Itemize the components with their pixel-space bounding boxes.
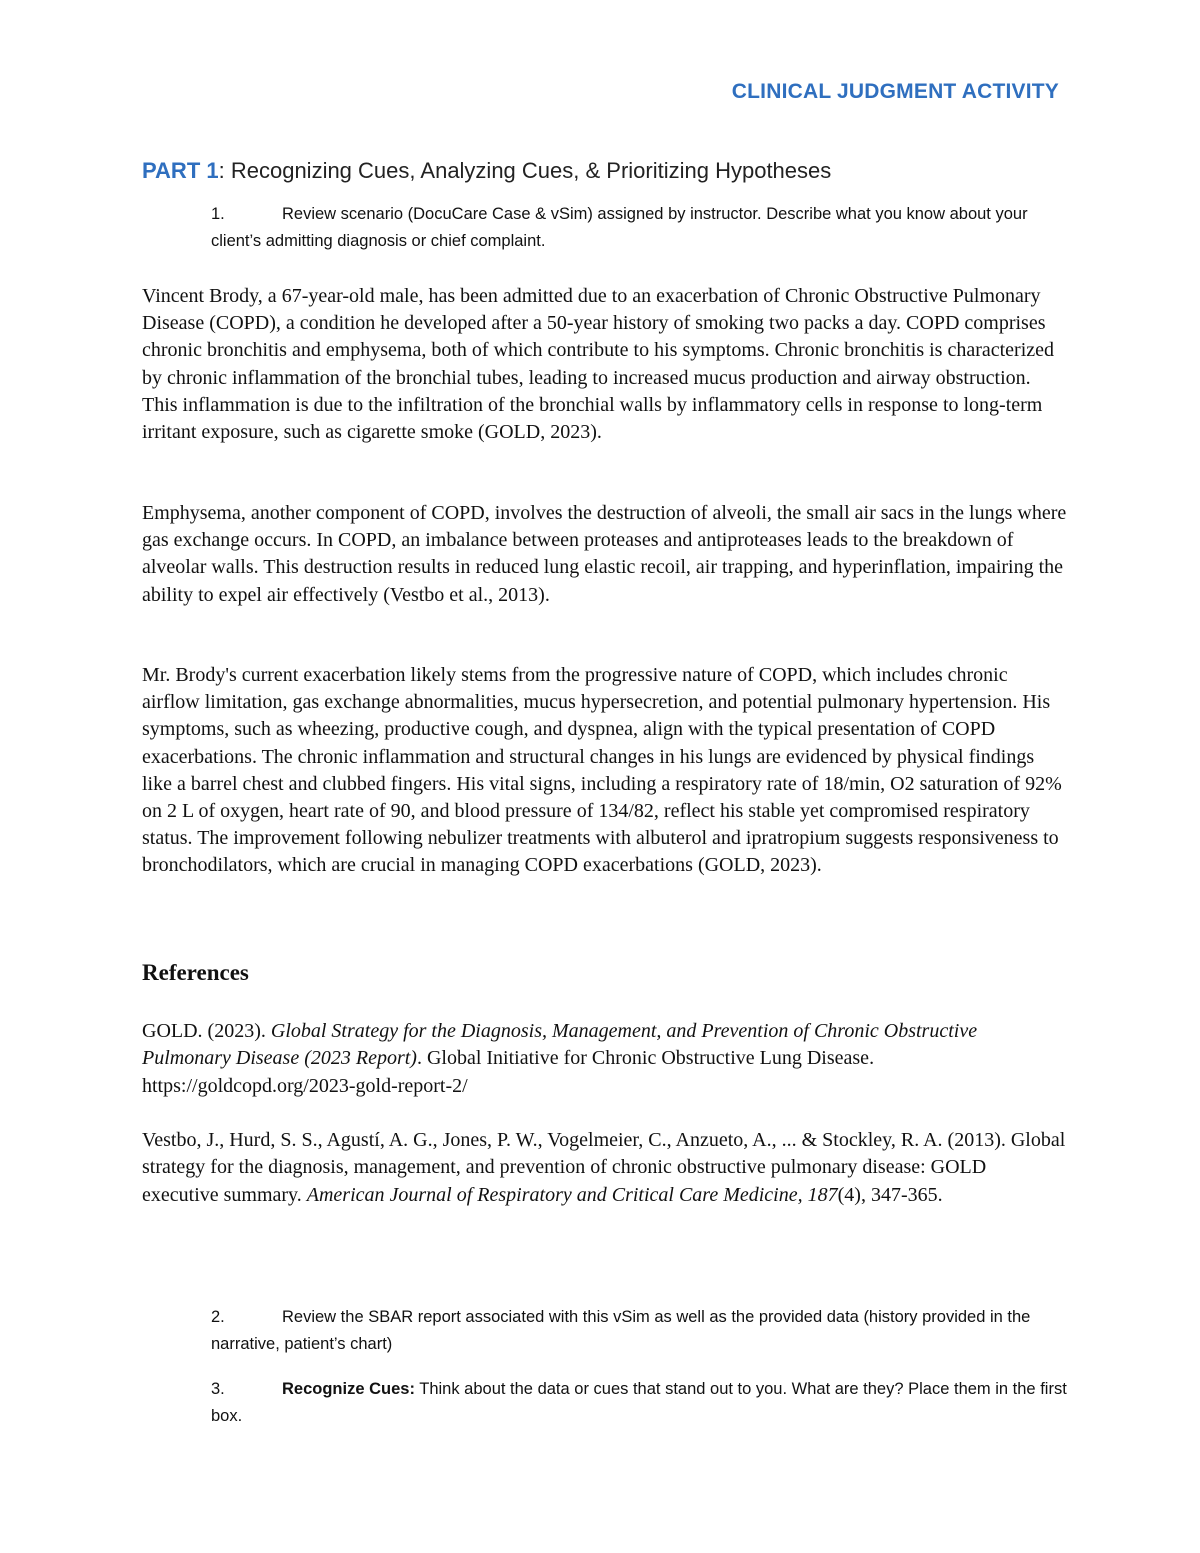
document-header-title: CLINICAL JUDGMENT ACTIVITY <box>731 80 1059 103</box>
reference-vestbo-journal: American Journal of Respiratory and Critical Care Medicine, 187 <box>306 1183 838 1206</box>
references-heading: References <box>142 960 249 985</box>
question-1 <box>211 201 1071 255</box>
answer-paragraph-2: Emphysema, another component of COPD, involves the destruction of alveoli, the small air sacs in the lungs where gas exchange occurs. In COPD, an imbalance between proteases and antiproteases leads to the breakdown of alveolar walls. This destruction results in reduced lung elastic recoil, air trapping, and hyperinflation, impairing the ability to expel air effectively (Vestbo et al., 2013). <box>142 502 1067 606</box>
question-1-number: 1. <box>211 205 225 223</box>
question-1-text: Review scenario (DocuCare Case & vSim) assigned by instructor. Describe what you know about your client’s admitting diagnosis or chief complaint. <box>211 205 1028 250</box>
part-colon: : <box>218 158 225 183</box>
question-3 <box>211 1376 1071 1430</box>
reference-gold-author: GOLD. (2023). <box>142 1020 271 1042</box>
reference-gold <box>142 1018 1067 1100</box>
reference-vestbo <box>142 1127 1067 1209</box>
question-3-label: Recognize Cues: <box>282 1380 415 1398</box>
question-2 <box>211 1304 1071 1358</box>
question-3-text: Think about the data or cues that stand out to you. What are they? Place them in the first box. <box>211 1380 1067 1425</box>
question-3-number: 3. <box>211 1380 225 1398</box>
reference-gold-publisher: . Global Initiative for Chronic Obstructive Lung Disease. https://goldcopd.org/2023-gold-report-2/ <box>142 1047 875 1097</box>
answer-paragraph-3: Mr. Brody's current exacerbation likely stems from the progressive nature of COPD, which includes chronic airflow limitation, gas exchange abnormalities, mucus hypersecretion, and potential pulmonary hypertension. His symptoms, such as wheezing, productive cough, and dyspnea, align with the typical presentation of COPD exacerbations. The chronic inflammation and structural changes in his lungs are evidenced by physical findings like a barrel chest and clubbed fingers. His vital signs, including a respiratory rate of 18/min, O2 saturation of 92% on 2 L of oxygen, heart rate of 90, and blood pressure of 134/82, reflect his stable yet compromised respiratory status. The improvement following nebulizer treatments with albuterol and ipratropium suggests responsiveness to bronchodilators, which are crucial in managing COPD exacerbations (GOLD, 2023). <box>142 664 1062 877</box>
reference-vestbo-pages: (4), 347-365. <box>837 1183 943 1206</box>
part-1-heading <box>142 158 831 184</box>
answer-paragraph-1: Vincent Brody, a 67-year-old male, has been admitted due to an exacerbation of Chronic Obstructive Pulmonary Disease (COPD), a condition he developed after a 50-year history of smoking two packs a day. COPD comprises chronic bronchitis and emphysema, both of which contribute to his symptoms. Chronic bronchitis is characterized by chronic inflammation of the bronchial tubes, leading to increased mucus production and airway obstruction. This inflammation is due to the infiltration of the bronchial walls by inflammatory cells in response to long-term irritant exposure, such as cigarette smoke (GOLD, 2023). <box>142 285 1055 444</box>
reference-vestbo-citation: Vestbo, J., Hurd, S. S., Agustí, A. G., Jones, P. W., Vogelmeier, C., Anzueto, A., ... & Stockley, R. A. (2013). Global strategy for the diagnosis, management, and prevention of chronic obstructive pulmonary disease: GOLD executive summary. <box>142 1129 1066 1206</box>
part-label: PART 1 <box>142 158 219 183</box>
question-2-number: 2. <box>211 1308 225 1326</box>
question-2-text: Review the SBAR report associated with this vSim as well as the provided data (history provided in the narrative, patient’s chart) <box>211 1308 1031 1353</box>
reference-gold-title: Global Strategy for the Diagnosis, Management, and Prevention of Chronic Obstructive Pulmonary Disease (2023 Report) <box>142 1020 978 1070</box>
part-title: Recognizing Cues, Analyzing Cues, & Prioritizing Hypotheses <box>224 158 832 183</box>
